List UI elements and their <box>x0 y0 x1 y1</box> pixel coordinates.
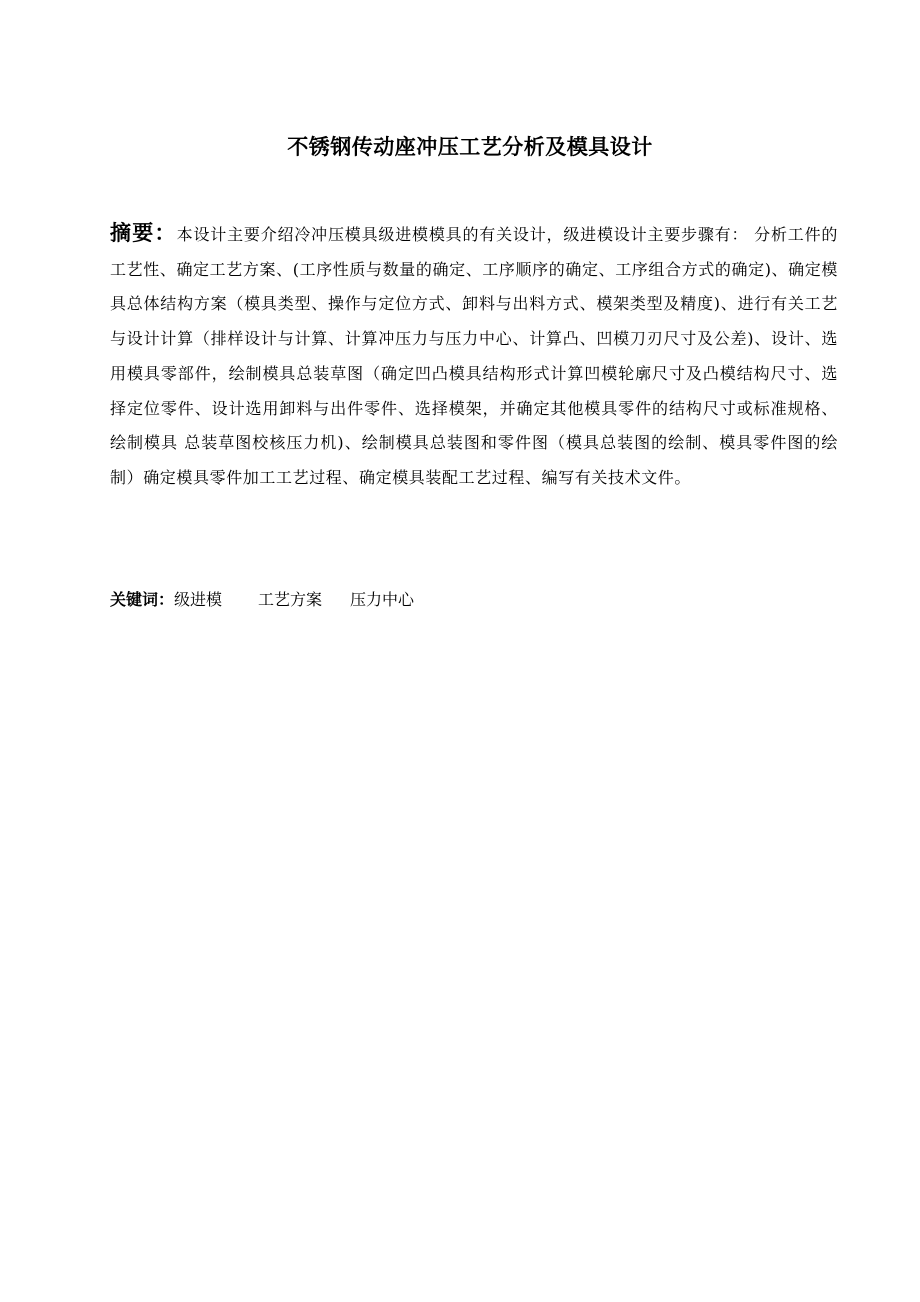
abstract-label: 摘要： <box>110 221 177 245</box>
keyword-item: 级进模 <box>174 590 223 609</box>
keyword-item: 工艺方案 <box>258 590 323 609</box>
abstract-text: 本设计主要介绍冷冲压模具级进模模具的有关设计，级进模设计主要步骤有： 分析工件的工艺性、确定工艺方案、(工序性质与数量的确定、工序顺序的确定、工序组合方式的确定)、确定模具总体结构方案（模具类型、操作与定位方式、卸料与出料方式、模架类型及精度)、进行有关工艺与设计计算（排样设计与计算、计算冲压力与压力中心、计算凸、凹模刀刃尺寸及公差)、设计、选用模具零部件，绘制模具总装草图（确定凹凸模具结构形式计算凹模轮廓尺寸及凸模结构尺寸、选择定位零件、设计选用卸料与出件零件、选择模架，并确定其他模具零件的结构尺寸或标准规格、绘制模具 总装草图校核压力机)、绘制模具总装图和零件图（模具总装图的绘制、模具零件图的绘制）确定模具零件加工工艺过程、确定模具装配工艺过程、编写有关技术文件。 <box>110 225 838 487</box>
keywords-line <box>110 585 838 615</box>
abstract-paragraph <box>110 216 838 496</box>
keywords-label: 关键词： <box>110 590 175 609</box>
document-title: 不锈钢传动座冲压工艺分析及模具设计 <box>287 135 653 159</box>
keyword-item: 压力中心 <box>350 590 415 609</box>
